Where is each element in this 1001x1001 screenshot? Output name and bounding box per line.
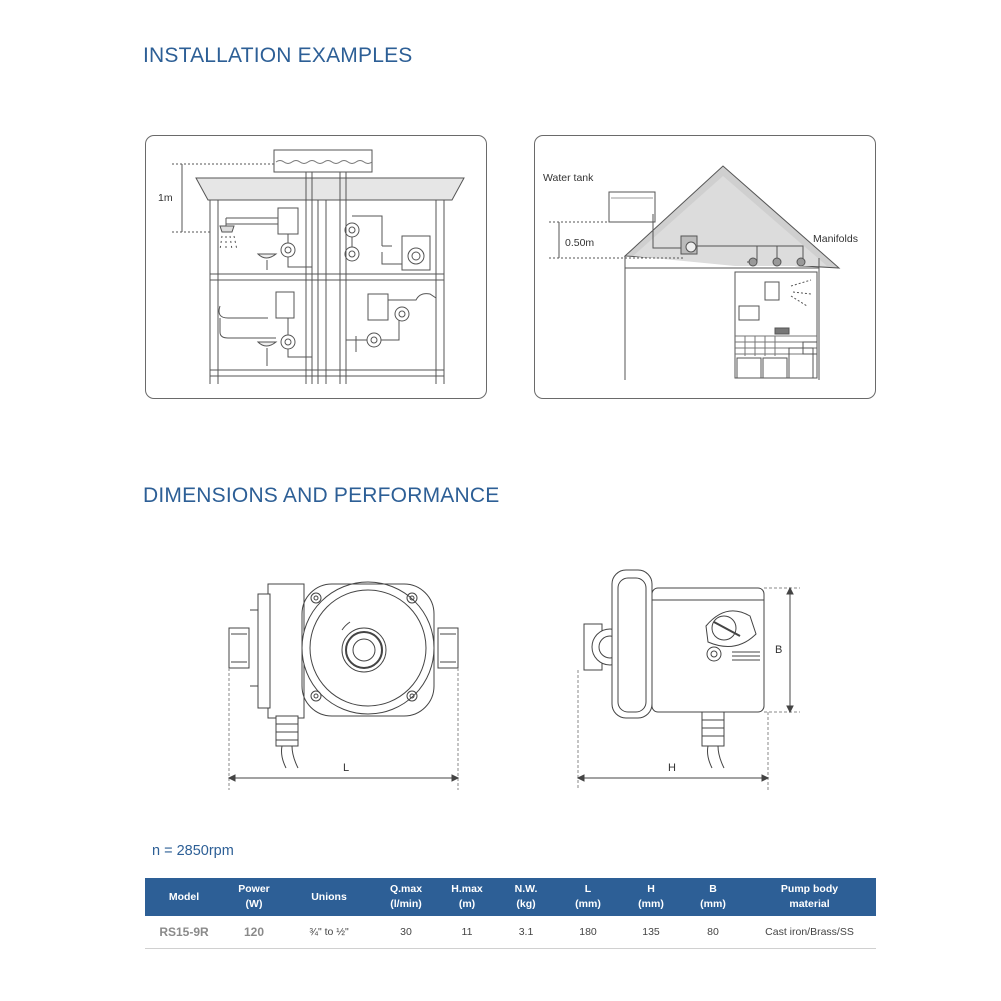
dimension-h-label: H (668, 762, 676, 774)
cell-b: 80 (683, 916, 743, 949)
cell-qmax: 30 (373, 916, 439, 949)
water-tank-label: Water tank (543, 172, 594, 184)
cell-nw: 3.1 (495, 916, 557, 949)
cell-material: Cast iron/Brass/SS (743, 916, 876, 949)
installation-examples-title: INSTALLATION EXAMPLES (143, 44, 413, 67)
dimension-b-label: B (775, 644, 783, 656)
rotation-speed: n = 2850rpm (152, 843, 234, 859)
manifolds-label: Manifolds (813, 233, 858, 245)
cell-h: 135 (619, 916, 683, 949)
cell-power: 120 (223, 916, 285, 949)
spec-table-header (145, 878, 876, 916)
height-050m-label: 0.50m (565, 237, 595, 249)
header-unions: Unions (285, 878, 373, 916)
header-hmax: H.max (m) (439, 878, 495, 916)
header-l: L (mm) (557, 878, 619, 916)
table-row (145, 916, 876, 949)
header-h: H (mm) (619, 878, 683, 916)
dimension-l-label: L (343, 762, 350, 774)
cell-unions: ¾" to ½" (285, 916, 373, 949)
header-nw: N.W. (kg) (495, 878, 557, 916)
dimensions-performance-title: DIMENSIONS AND PERFORMANCE (143, 484, 500, 507)
header-qmax: Q.max (l/min) (373, 878, 439, 916)
pump-side-view (578, 570, 800, 790)
cell-model: RS15-9R (145, 916, 223, 949)
header-power: Power (W) (223, 878, 285, 916)
spec-table (145, 878, 876, 949)
pump-front-view (229, 582, 458, 790)
header-model: Model (145, 878, 223, 916)
cell-l: 180 (557, 916, 619, 949)
header-b: B (mm) (683, 878, 743, 916)
height-1m-label: 1m (158, 192, 173, 204)
header-pump-body-material: Pump body material (743, 878, 876, 916)
cell-hmax: 11 (439, 916, 495, 949)
